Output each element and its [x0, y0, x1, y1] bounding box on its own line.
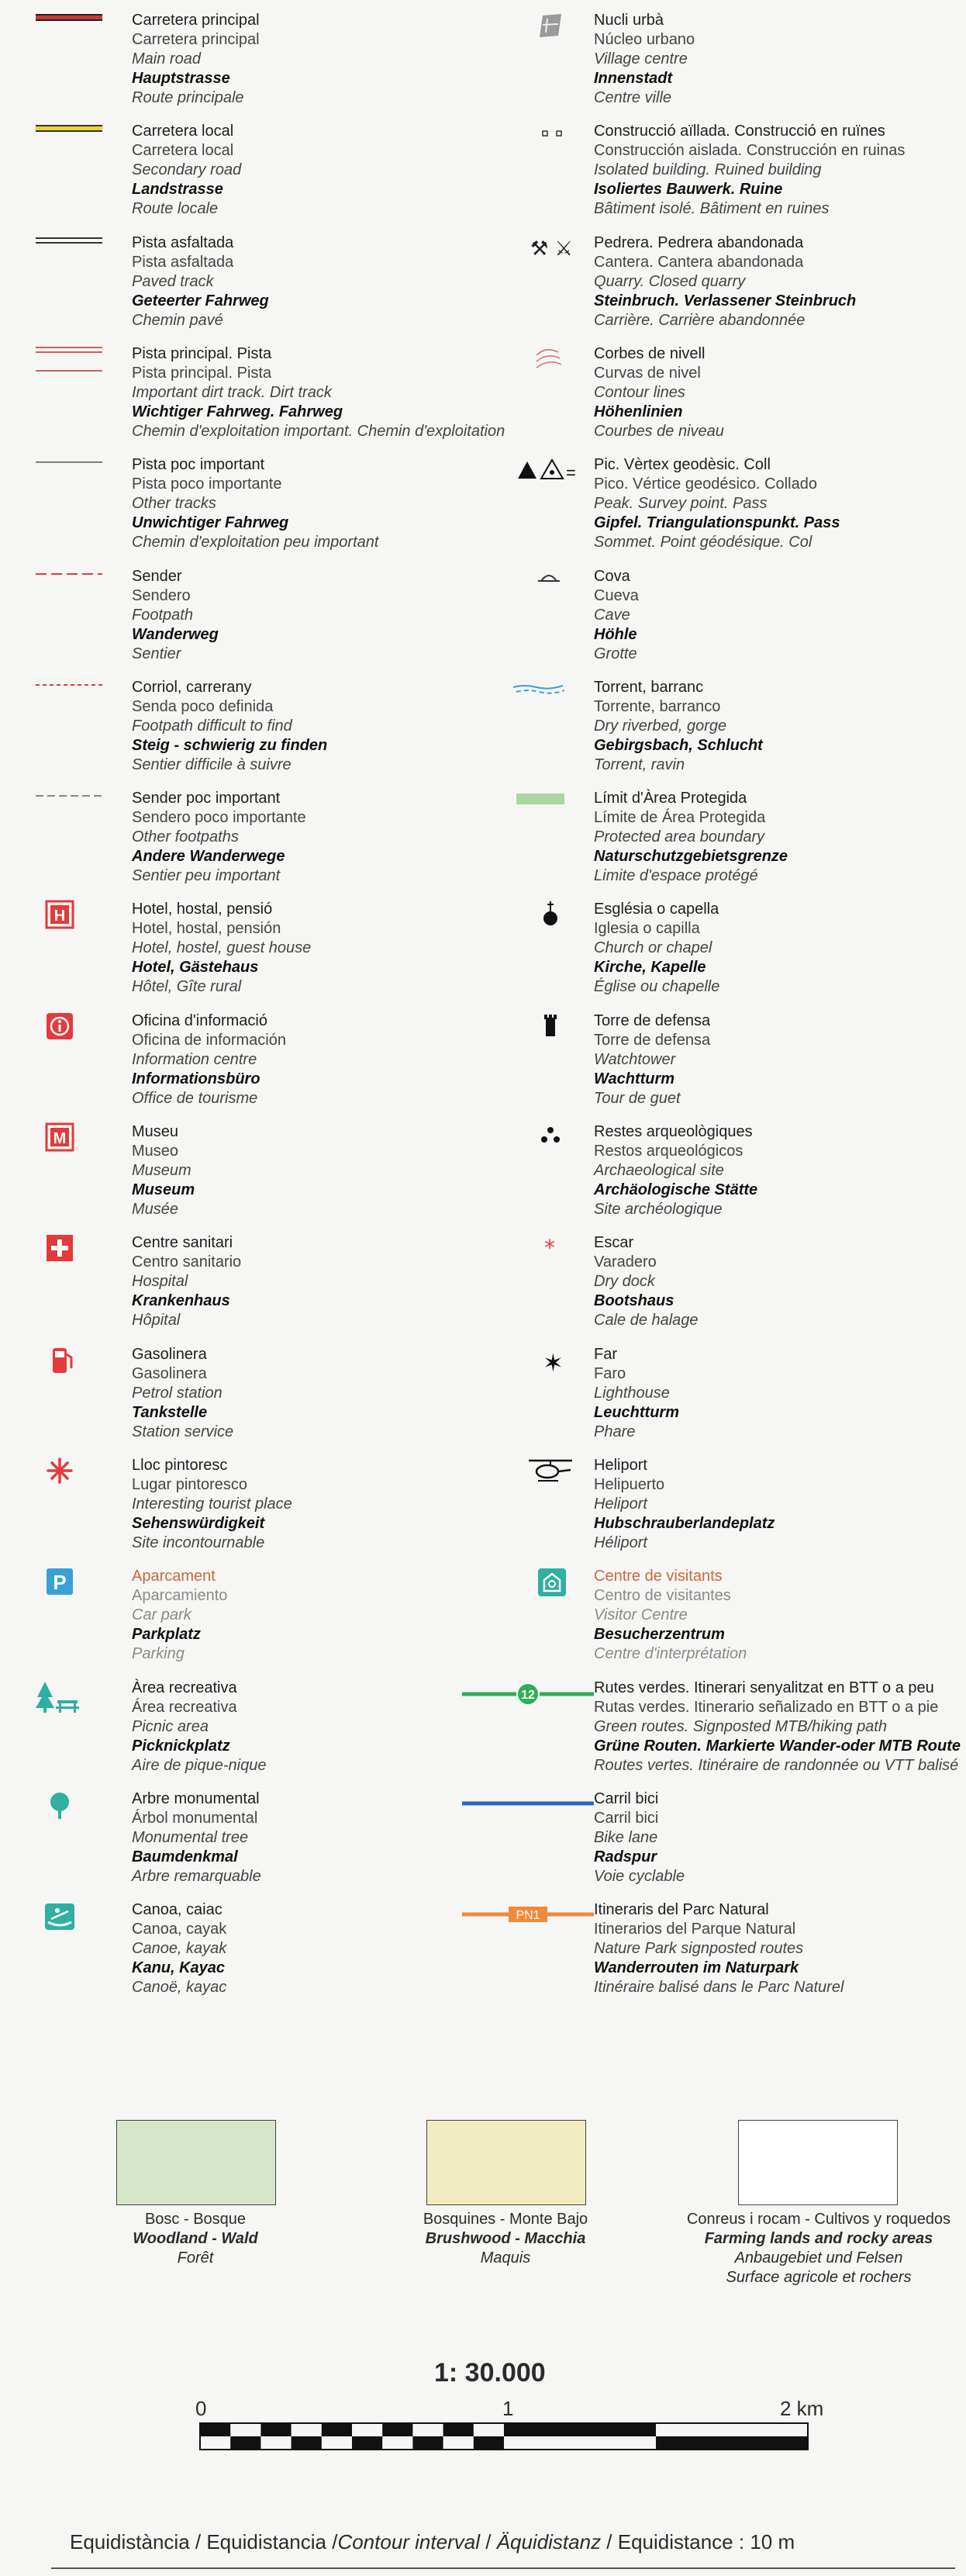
label-de: Archäologische Stätte: [594, 1181, 758, 1198]
label-fr: Phare: [594, 1423, 636, 1440]
label-ca: Àrea recreativa: [132, 1679, 237, 1696]
label-de: Isoliertes Bauwerk. Ruine: [594, 181, 783, 199]
label-ca: Gasolinera: [132, 1345, 207, 1363]
label-en: Other tracks: [132, 495, 216, 513]
label-es: Centro sanitario: [132, 1253, 242, 1271]
green-route-icon: [462, 1679, 571, 1725]
label-de: Museum: [132, 1181, 195, 1198]
label-en: Protected area boundary: [594, 828, 765, 846]
label-ca: Carretera local: [132, 123, 234, 140]
label-en: Contour lines: [594, 383, 685, 401]
svg-text:✶: ✶: [543, 1347, 564, 1378]
contour-interval: Equidistància / Equidistancia /Contour interval / Äquidistanz / Equidistance : 10 m: [70, 2530, 795, 2554]
label-es: Pista asfaltada: [132, 253, 234, 271]
label-fr: Musée: [132, 1201, 179, 1218]
contour-icon: [462, 344, 571, 391]
legend-entry-restes: [462, 1122, 896, 1218]
label-de: Krankenhaus: [132, 1292, 230, 1310]
difficult-path-icon: [31, 678, 140, 724]
label-fr: Routes vertes. Itinéraire de randonnée ou VTT balisé: [594, 1756, 959, 1774]
woodland-swatch: [116, 2120, 276, 2205]
label-es: Pista principal. Pista: [132, 364, 272, 382]
dry-dock-icon: [462, 1233, 571, 1280]
label-fr: Aire de pique-nique: [132, 1756, 267, 1774]
label-es: Carretera local: [132, 142, 234, 160]
label-fr: Voie cyclable: [594, 1867, 685, 1885]
svg-text:⚒ ⚔: ⚒ ⚔: [530, 237, 573, 261]
label-fr: Parking: [132, 1645, 185, 1663]
label-es: Gasolinera: [132, 1364, 207, 1382]
legend-entry-gasolinera: [0, 1345, 434, 1438]
legend-entry-area-recreativa: [0, 1679, 434, 1772]
label-ca: Escar: [594, 1234, 634, 1252]
label-es: Restos arqueológicos: [594, 1143, 743, 1160]
legend-entry-far: [462, 1345, 896, 1438]
label-en: Cave: [594, 606, 630, 624]
label-de: Wanderweg: [132, 625, 219, 643]
label-es: Torrente, barranco: [594, 697, 721, 715]
label-en: Quarry. Closed quarry: [594, 272, 746, 290]
label-fr: Bâtiment isolé. Bâtiment en ruines: [594, 200, 830, 218]
label-en: Picnic area: [132, 1717, 209, 1735]
label-ca: Hotel, hostal, pensió: [132, 901, 273, 918]
label-de: Radspur: [594, 1848, 657, 1865]
brushwood-caption: Bosquines - Monte Bajo Brushwood - Macchia Maquis: [423, 2211, 588, 2267]
visitor-centre-icon: [462, 1567, 571, 1613]
label-ca: Restes arqueològiques: [594, 1123, 753, 1140]
church-icon: [462, 900, 571, 946]
scale-tick-1: 1: [502, 2397, 514, 2420]
scenic-icon: [31, 1456, 140, 1502]
label-ca: Carril bici: [594, 1789, 659, 1807]
scale-tick-2: 2 km: [780, 2397, 824, 2420]
label-fr: Limite d'espace protégé: [594, 867, 758, 885]
label-en: Peak. Survey point. Pass: [594, 495, 768, 513]
label-fr: Centre d'interprétation: [594, 1645, 747, 1663]
label-fr: Grotte: [594, 645, 637, 662]
svg-text:=: =: [566, 463, 576, 483]
fuel-icon: [31, 1345, 140, 1392]
brushwood-swatch: [426, 2120, 586, 2205]
scale-tick-0: 0: [195, 2397, 207, 2420]
label-es: Cantera. Cantera abandonada: [594, 253, 804, 271]
farmland-caption: Conreus i rocam - Cultivos y roquedos Farming lands and rocky areas Anbaugebiet und Felsen Surface agricole et rochers: [686, 2211, 951, 2286]
legend-entry-museu: [0, 1122, 434, 1218]
label-ca: Corbes de nivell: [594, 344, 706, 362]
label-fr: Tour de guet: [594, 1089, 681, 1107]
label-fr: Héliport: [594, 1533, 647, 1551]
label-de: Andere Wanderwege: [132, 848, 285, 866]
label-es: Centro de visitantes: [594, 1587, 731, 1605]
label-es: Pista poco importante: [132, 475, 282, 493]
legend-entry-cova: [462, 567, 896, 660]
label-fr: Sentier difficile à suivre: [132, 756, 292, 773]
label-en: Footpath difficult to find: [132, 717, 292, 735]
other-footpath-icon: [31, 789, 140, 835]
label-de: Sehenswürdigkeit: [132, 1514, 265, 1532]
legend-entry-esglesia: [462, 900, 896, 996]
label-es: Construcción aislada. Construcción en ruinas: [594, 142, 906, 160]
legend-entry-oficina: [0, 1011, 434, 1105]
label-fr: Carrière. Carrière abandonnée: [594, 311, 806, 329]
label-en: Visitor Centre: [594, 1606, 688, 1624]
label-ca: Construcció aïllada. Construcció en ruïnes: [594, 123, 885, 140]
label-en: Green routes. Signposted MTB/hiking path: [594, 1717, 887, 1735]
label-fr: Chemin pavé: [132, 311, 223, 329]
building-icon: [462, 122, 571, 168]
label-fr: Canoë, kayac: [132, 1979, 227, 1997]
bike-lane-icon: [462, 1789, 571, 1836]
label-en: Hospital: [132, 1273, 188, 1291]
natural-park-route-icon: [462, 1900, 571, 1947]
legend-entry-torrent: [462, 678, 896, 771]
legend-entry-pista-asfaltada: [0, 233, 434, 327]
label-de: Höhle: [594, 625, 637, 643]
label-es: Límite de Área Protegida: [594, 809, 766, 827]
label-de: Steig - schwierig zu finden: [132, 736, 328, 754]
legend-entry-pedrera: [462, 233, 896, 327]
label-es: Museo: [132, 1143, 179, 1160]
label-es: Canoa, cayak: [132, 1921, 227, 1938]
label-fr: Site incontournable: [132, 1533, 265, 1551]
label-es: Oficina de información: [132, 1031, 286, 1049]
label-es: Árbol monumental: [132, 1809, 258, 1827]
label-en: Isolated building. Ruined building: [594, 161, 822, 179]
label-de: Wachtturm: [594, 1070, 675, 1087]
label-es: Senda poco definida: [132, 697, 274, 715]
label-en: Paved track: [132, 272, 214, 290]
label-en: Church or chapel: [594, 939, 712, 957]
legend-entry-centre-sanitari: [0, 1233, 434, 1329]
label-fr: Torrent, ravin: [594, 756, 685, 773]
archaeology-icon: [462, 1122, 571, 1169]
label-es: Cueva: [594, 586, 639, 604]
farmland-swatch: [738, 2120, 898, 2205]
label-en: Information centre: [132, 1050, 257, 1068]
label-ca: Pista principal. Pista: [132, 344, 272, 362]
legend-entry-pista-principal: [0, 344, 505, 440]
label-es: Helipuerto: [594, 1475, 665, 1493]
info-icon: [31, 1011, 140, 1058]
label-ca: Centre de visitants: [594, 1568, 723, 1585]
legend-entry-torre: [462, 1011, 896, 1105]
hospital-icon: [31, 1233, 140, 1280]
label-de: Parkplatz: [132, 1626, 201, 1644]
peak-icon: [462, 455, 576, 502]
label-es: Curvas de nivel: [594, 364, 701, 382]
label-en: Village centre: [594, 50, 688, 67]
label-es: Varadero: [594, 1253, 657, 1271]
label-ca: Pista asfaltada: [132, 233, 234, 251]
hotel-icon: [31, 900, 140, 946]
label-de: Besucherzentrum: [594, 1626, 725, 1644]
label-ca: Torre de defensa: [594, 1011, 711, 1029]
label-de: Wanderrouten im Naturpark: [594, 1959, 799, 1977]
label-ca: Corriol, carrerany: [132, 678, 252, 696]
road-local-icon: [31, 122, 140, 168]
label-de: Höhenlinien: [594, 403, 683, 420]
legend-entry-carril-bici: [462, 1789, 896, 1883]
label-en: Canoe, kayak: [132, 1940, 227, 1958]
label-ca: Heliport: [594, 1456, 647, 1474]
label-de: Hubschrauberlandeplatz: [594, 1514, 775, 1532]
svg-text:H: H: [53, 908, 66, 925]
label-ca: Centre sanitari: [132, 1234, 233, 1252]
label-fr: Route locale: [132, 200, 219, 218]
label-de: Unwichtiger Fahrweg: [132, 514, 289, 532]
label-fr: Courbes de niveau: [594, 422, 724, 440]
road-main-icon: [31, 11, 140, 57]
legend-entry-sender-poc: [0, 789, 434, 885]
legend-entry-arbre: [0, 1789, 434, 1883]
quarry-icon: [462, 233, 571, 280]
label-fr: Itinéraire balisé dans le Parc Naturel: [594, 1979, 844, 1997]
tree-icon: [31, 1789, 140, 1836]
label-de: Hauptstrasse: [132, 70, 230, 87]
paved-track-icon: [31, 233, 140, 280]
label-en: Dry riverbed, gorge: [594, 717, 727, 735]
route-badge: PN1: [516, 1909, 540, 1923]
label-fr: Hôpital: [132, 1312, 181, 1329]
label-ca: Límit d'Àrea Protegida: [594, 790, 747, 807]
woodland-caption: Bosc - Bosque Woodland - Wald Forêt: [133, 2211, 258, 2267]
label-en: Nature Park signposted routes: [594, 1940, 804, 1958]
label-fr: Chemin d'exploitation important. Chemin d'exploitation: [132, 422, 505, 440]
label-es: Torre de defensa: [594, 1031, 711, 1049]
legend-entry-corbes: [462, 344, 896, 440]
label-de: Wichtiger Fahrweg. Fahrweg: [132, 403, 343, 420]
parking-icon: [31, 1567, 140, 1613]
label-en: Hotel, hostel, guest house: [132, 939, 312, 957]
label-fr: Station service: [132, 1423, 234, 1440]
legend-entry-nucli: [462, 11, 896, 104]
label-fr: Route principale: [132, 89, 244, 106]
label-es: Núcleo urbano: [594, 31, 695, 48]
label-en: Heliport: [594, 1495, 647, 1513]
label-ca: Arbre monumental: [132, 1789, 260, 1807]
label-es: Faro: [594, 1364, 626, 1382]
label-es: Pico. Vértice geodésico. Collado: [594, 475, 817, 493]
legend-entry-construccio: [462, 122, 906, 218]
route-badge: 12: [521, 1688, 535, 1702]
label-ca: Església o capella: [594, 901, 719, 918]
label-es: Rutas verdes. Itinerario señalizado en BTT o a pie: [594, 1698, 939, 1716]
label-es: Lugar pintoresco: [132, 1475, 247, 1493]
label-es: Sendero: [132, 586, 191, 604]
label-en: Footpath: [132, 606, 193, 624]
label-es: Carril bici: [594, 1809, 659, 1827]
label-en: Bike lane: [594, 1828, 658, 1846]
label-en: Museum: [132, 1162, 191, 1179]
label-es: Aparcamiento: [132, 1587, 228, 1605]
label-de: Steinbruch. Verlassener Steinbruch: [594, 292, 857, 309]
label-de: Grüne Routen. Markierte Wander-oder MTB Route: [594, 1737, 961, 1755]
svg-text:M: M: [53, 1130, 67, 1147]
label-ca: Carretera principal: [132, 12, 260, 29]
label-de: Bootshaus: [594, 1292, 674, 1310]
label-en: Main road: [132, 50, 201, 67]
label-ca: Oficina d'informació: [132, 1011, 267, 1029]
label-ca: Cova: [594, 567, 630, 585]
legend-entry-aparcament: [0, 1567, 434, 1663]
label-en: Important dirt track. Dirt track: [132, 383, 332, 401]
label-fr: Cale de halage: [594, 1312, 699, 1329]
svg-text:*: *: [544, 1235, 555, 1261]
label-ca: Pedrera. Pedrera abandonada: [594, 233, 804, 251]
label-ca: Rutes verdes. Itinerari senyalitzat en BTT o a peu: [594, 1679, 934, 1696]
label-ca: Pic. Vèrtex geodèsic. Coll: [594, 456, 771, 474]
label-de: Gipfel. Triangulationspunkt. Pass: [594, 514, 840, 532]
label-ca: Torrent, barranc: [594, 678, 704, 696]
label-fr: Sommet. Point géodésique. Col: [594, 534, 812, 552]
label-ca: Sender poc important: [132, 790, 281, 807]
label-ca: Aparcament: [132, 1568, 216, 1585]
label-ca: Lloc pintoresc: [132, 1456, 228, 1474]
label-de: Hotel, Gästehaus: [132, 959, 259, 977]
label-es: Área recreativa: [132, 1698, 237, 1716]
legend-entry-centre-visitants: [462, 1567, 896, 1663]
label-de: Naturschutzgebietsgrenze: [594, 848, 788, 866]
scale-bar: [200, 2423, 808, 2456]
label-en: Car park: [132, 1606, 191, 1624]
label-en: Lighthouse: [594, 1384, 670, 1402]
tower-icon: [462, 1011, 571, 1058]
label-de: Landstrasse: [132, 181, 223, 199]
label-de: Kanu, Kayac: [132, 1959, 226, 1977]
picnic-icon: [31, 1679, 140, 1725]
label-en: Archaeological site: [594, 1162, 724, 1179]
canoe-icon: [31, 1900, 140, 1947]
label-ca: Museu: [132, 1123, 179, 1140]
label-es: Iglesia o capilla: [594, 920, 700, 938]
label-en: Secondary road: [132, 161, 242, 179]
label-ca: Pista poc important: [132, 456, 265, 474]
cave-icon: [462, 567, 571, 614]
helicopter-icon: [462, 1456, 571, 1502]
label-en: Petrol station: [132, 1384, 223, 1402]
minor-track-icon: [31, 455, 140, 502]
legend-entry-limit: [462, 789, 896, 885]
label-fr: Sentier peu important: [132, 867, 281, 885]
svg-text:P: P: [53, 1571, 67, 1595]
label-fr: Arbre remarquable: [132, 1867, 261, 1885]
label-ca: Itineraris del Parc Natural: [594, 1901, 769, 1919]
label-en: Other footpaths: [132, 828, 239, 846]
urban-area-icon: [462, 11, 571, 57]
label-de: Picknickplatz: [132, 1737, 230, 1755]
label-de: Leuchtturm: [594, 1403, 679, 1421]
legend-entry-pic: [462, 455, 896, 552]
label-de: Informationsbüro: [132, 1070, 260, 1087]
legend-entry-carretera-principal: [0, 11, 434, 104]
legend-entry-sender: [0, 567, 434, 660]
scale-title: 1: 30.000: [434, 2358, 546, 2388]
legend-entry-escar: [462, 1233, 896, 1329]
bottom-frame-line: [51, 2567, 955, 2569]
label-en: Watchtower: [594, 1050, 676, 1068]
legend-entry-hotel: [0, 900, 434, 996]
museum-icon: [31, 1122, 140, 1169]
lighthouse-icon: [462, 1345, 571, 1392]
label-de: Kirche, Kapelle: [594, 959, 706, 977]
label-en: Dry dock: [594, 1273, 655, 1291]
label-de: Geteerter Fahrweg: [132, 292, 269, 309]
label-fr: Centre ville: [594, 89, 672, 106]
protected-area-icon: [462, 789, 571, 835]
dirt-track-icon: [31, 344, 140, 391]
legend-entry-lloc-pintoresc: [0, 1456, 434, 1549]
label-ca: Sender: [132, 567, 182, 585]
label-de: Innenstadt: [594, 70, 673, 87]
riverbed-icon: [462, 678, 571, 724]
label-fr: Site archéologique: [594, 1201, 723, 1218]
label-de: Gebirgsbach, Schlucht: [594, 736, 763, 754]
legend-entry-heliport: [462, 1456, 896, 1549]
legend-entry-corriol: [0, 678, 434, 771]
label-fr: Office de tourisme: [132, 1089, 258, 1107]
label-ca: Nucli urbà: [594, 12, 664, 29]
label-fr: Église ou chapelle: [594, 978, 720, 996]
legend-entry-carretera-local: [0, 122, 434, 218]
legend-entry-itineraris: [462, 1900, 896, 1997]
legend-entry-pista-poc-important: [0, 455, 434, 552]
label-fr: Chemin d'exploitation peu important: [132, 534, 379, 552]
legend-entry-rutes-verdes: [462, 1679, 961, 1774]
label-de: Baumdenkmal: [132, 1848, 238, 1865]
label-fr: Sentier: [132, 645, 181, 662]
label-es: Carretera principal: [132, 31, 260, 48]
label-ca: Canoa, caiac: [132, 1901, 223, 1919]
label-es: Hotel, hostal, pensión: [132, 920, 281, 938]
label-es: Itinerarios del Parque Natural: [594, 1921, 796, 1938]
footpath-icon: [31, 567, 140, 614]
label-es: Sendero poco importante: [132, 809, 306, 827]
legend-entry-canoa: [0, 1900, 434, 1997]
label-fr: Hôtel, Gîte rural: [132, 978, 242, 996]
label-en: Interesting tourist place: [132, 1495, 292, 1513]
label-ca: Far: [594, 1345, 617, 1363]
label-de: Tankstelle: [132, 1403, 208, 1421]
label-en: Monumental tree: [132, 1828, 249, 1846]
